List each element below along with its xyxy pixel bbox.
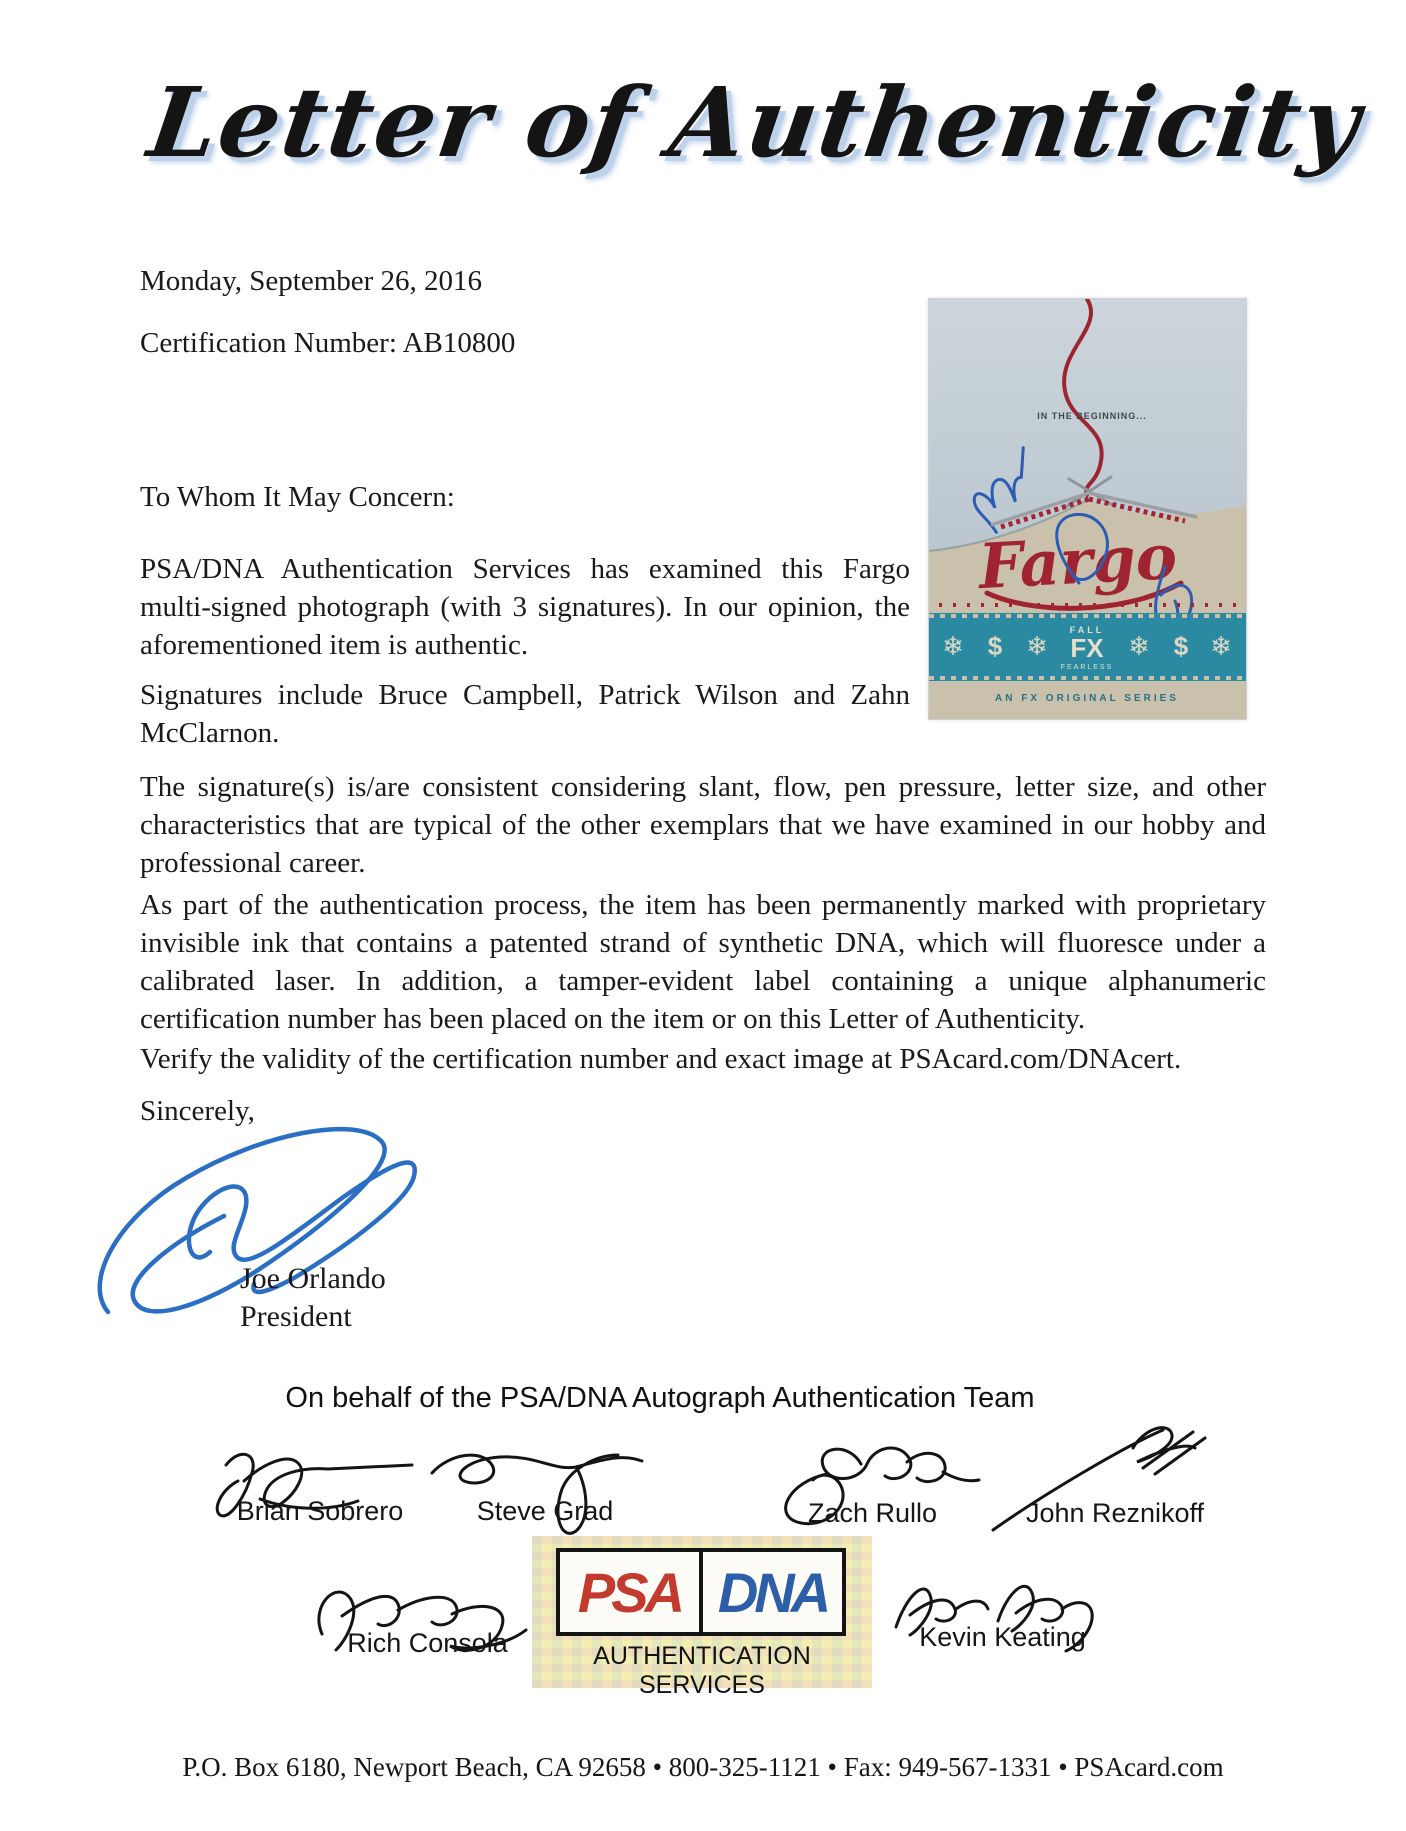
series-line: AN FX ORIGINAL SERIES [995,693,1179,704]
paragraph-consistency: The signature(s) is/are consistent considering slant, flow, pen pressure, letter size, and other characteristics that are typical of the other exemplars that we have examined in our hobby and professional career. [140,771,1266,879]
dna-logo-text: DNA [701,1548,846,1636]
letter-date: Monday, September 26, 2016 [140,265,483,297]
paragraph-signatures: Signatures include Bruce Campbell, Patrick Wilson and Zahn McClarnon. [140,679,910,749]
psa-dna-label [532,1536,872,1699]
snowflake-icon: ❄ [1128,632,1150,661]
snowflake-icon: ❄ [1026,632,1048,661]
footer-contact-line: P.O. Box 6180, Newport Beach, CA 92658 • 800-325-1121 • Fax: 949-567-1331 • PSAcard.com [182,1752,1224,1782]
psa-logo-text: PSA [556,1548,701,1636]
poster-tagline: IN THE BEGINNING... [1037,411,1147,421]
poster-title: Fargo [977,519,1179,604]
team-member-name: Kevin Keating [919,1622,1086,1652]
team-member-name: Brian Sobrero [236,1496,404,1526]
paragraph-opinion: PSA/DNA Authentication Services has examined this Fargo multi-signed photograph (with 3 signatures). In our opinion, the aforementioned item is authentic. [140,553,910,661]
fx-logo-text: FX [1070,633,1104,663]
salutation: To Whom It May Concern: [140,481,455,513]
paragraph-verify: Verify the validity of the certification number and exact image at PSAcard.com/DNAcert. [140,1043,1182,1075]
page-title: Letter of Authenticity [142,66,1369,179]
snowflake-icon: ❄ [1210,632,1232,661]
certification-number-value: AB10800 [402,327,516,359]
certification-number-line [140,324,515,362]
steve-grad-signature [420,1425,660,1545]
snowflake-icon: ❄ [942,632,964,661]
signer-name: Joe Orlando [240,1262,386,1295]
paragraph-dna-ink: As part of the authentication process, the item has been permanently marked with proprietary invisible ink that contains a patented strand of synthetic DNA, which will fluoresce under a calibrated laser. In addition, a tamper-evident label containing a unique alphanumeric certification number has been placed on the item or on this Letter of Authenticity. [140,889,1266,1035]
psa-dna-logo [556,1548,846,1636]
team-member-name: Rich Consola [347,1628,508,1658]
fargo-poster-art [929,299,1246,719]
fargo-signed-photo [928,298,1247,720]
dollar-motif: $ [987,631,1003,661]
certification-number-label: Certification Number: [140,327,397,359]
fx-fall-label: FALL [1069,625,1105,635]
authentication-services-label: AUTHENTICATION SERVICES [593,1642,811,1699]
closing: Sincerely, [140,1095,255,1127]
team-member-name: Steve Grad [476,1496,614,1526]
team-member-name: Zach Rullo [807,1498,938,1528]
team-member-name: John Reznikoff [1025,1498,1205,1528]
fx-fearless-label: FEARLESS [1060,664,1114,671]
dollar-motif: $ [1173,631,1189,661]
joe-orlando-signature [90,1120,470,1330]
team-heading: On behalf of the PSA/DNA Autograph Authentication Team [285,1382,1035,1414]
signer-title: President [240,1300,352,1333]
